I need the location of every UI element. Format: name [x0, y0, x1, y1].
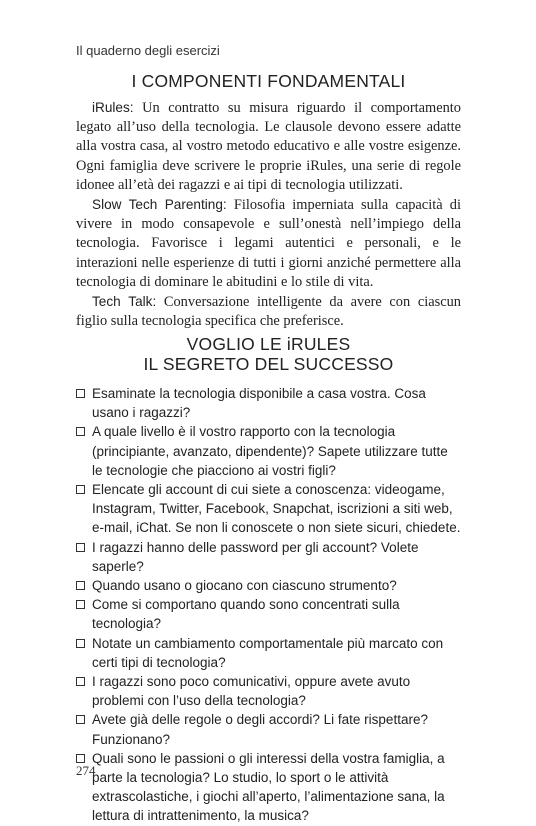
checklist-item-text: Quali sono le passioni o gli interessi della vostra famiglia, a parte la tecnologia? Lo studio, lo sport o le attività extrascolastiche, i giochi all’aperto, l’alimentazione sana, la lettura di intrattenimento, la musica? — [92, 750, 445, 824]
running-head: Il quaderno degli esercizi — [76, 43, 220, 58]
section-title-line: IL SEGRETO DEL SUCCESSO — [143, 354, 394, 374]
checklist-item-text: Come si comportano quando sono concentrati sulla tecnologia? — [92, 597, 400, 632]
checkbox-icon — [76, 581, 85, 590]
checklist-item — [76, 672, 461, 710]
definition-slow-tech-parenting — [76, 195, 461, 292]
checklist-item — [76, 749, 461, 826]
term-label: iRules: — [92, 100, 134, 115]
checklist-item-text: Notate un cambiamento comportamentale più marcato con certi tipi di tecnologia? — [92, 635, 444, 670]
checklist-item-text: Avete già delle regole o degli accordi? Li fate rispettare? Funzionano? — [92, 712, 428, 747]
checkbox-icon — [76, 427, 85, 436]
checklist-item-text: Quando usano o giocano con ciascuno strumento? — [92, 578, 397, 594]
checklist-item — [76, 710, 461, 748]
checkbox-icon — [76, 715, 85, 724]
checklist-item — [76, 634, 461, 672]
checkbox-icon — [76, 754, 85, 763]
checklist-item — [76, 384, 461, 422]
term-label: Tech Talk: — [92, 294, 157, 310]
definitions-block — [76, 98, 461, 331]
checkbox-icon — [76, 485, 85, 494]
checklist-item-text: I ragazzi hanno delle password per gli account? Volete saperle? — [92, 539, 419, 574]
definition-text: Un contratto su misura riguardo il comportamento legato all’uso della tecnologia. Le clausole devono essere adatte alla vostra casa, al vostro metodo educativo e alle vostre esigenze. Ogni famiglia deve scrivere le proprie iRules, una serie di regole idonee all’età dei ragazzi e ai tipi di tecnologia utilizzati. — [76, 100, 461, 193]
definition-text: Conversazione intelligente da avere con ciascun figlio sulla tecnologia specifica che preferisce. — [76, 294, 461, 330]
section-title-line: VOGLIO LE iRULES — [186, 334, 351, 354]
page-number: 274 — [76, 763, 96, 778]
section-title-irules — [76, 334, 461, 374]
checkbox-icon — [76, 639, 85, 648]
checklist-item — [76, 595, 461, 633]
checklist-item — [76, 576, 461, 595]
checkbox-icon — [76, 543, 85, 552]
checklist-item-text: A quale livello è il vostro rapporto con la tecnologia (principiante, avanzato, dipendente)? Sapete utilizzare tutte le tecnologie che piacciono ai vostri figli? — [92, 424, 448, 478]
checkbox-icon — [76, 677, 85, 686]
section-title-components: I COMPONENTI FONDAMENTALI — [131, 71, 406, 91]
term-label: Slow Tech Parenting: — [92, 197, 227, 213]
checklist — [76, 384, 461, 826]
definition-text: Filosofia imperniata sulla capacità di vivere in modo consapevole e sull’onestà nell’impiego della tecnologia. Favorisce i legami autentici e personali, e le interazioni nelle esperienze di tutti i giorni anziché permettere alla tecnologia di dominare le abitudini e lo stile di vita. — [76, 197, 461, 290]
checklist-item-text: I ragazzi sono poco comunicativi, oppure avete avuto problemi con l’uso della tecnologia? — [92, 674, 411, 709]
definition-tech-talk — [76, 292, 461, 331]
checklist-item — [76, 480, 461, 538]
checklist-item — [76, 422, 461, 480]
checklist-item-text: Esaminate la tecnologia disponibile a casa vostra. Cosa usano i ragazzi? — [92, 386, 426, 421]
checkbox-icon — [76, 389, 85, 398]
checklist-item-text: Elencate gli account di cui siete a conoscenza: videogame, Instagram, Twitter, Facebook, Snapchat, iscrizioni a siti web, e-mail, iChat. Se non li conoscete o non siete sicuri, chiedete. — [92, 482, 461, 536]
checkbox-icon — [76, 600, 85, 609]
checklist-item — [76, 538, 461, 576]
definition-irules — [76, 98, 461, 195]
